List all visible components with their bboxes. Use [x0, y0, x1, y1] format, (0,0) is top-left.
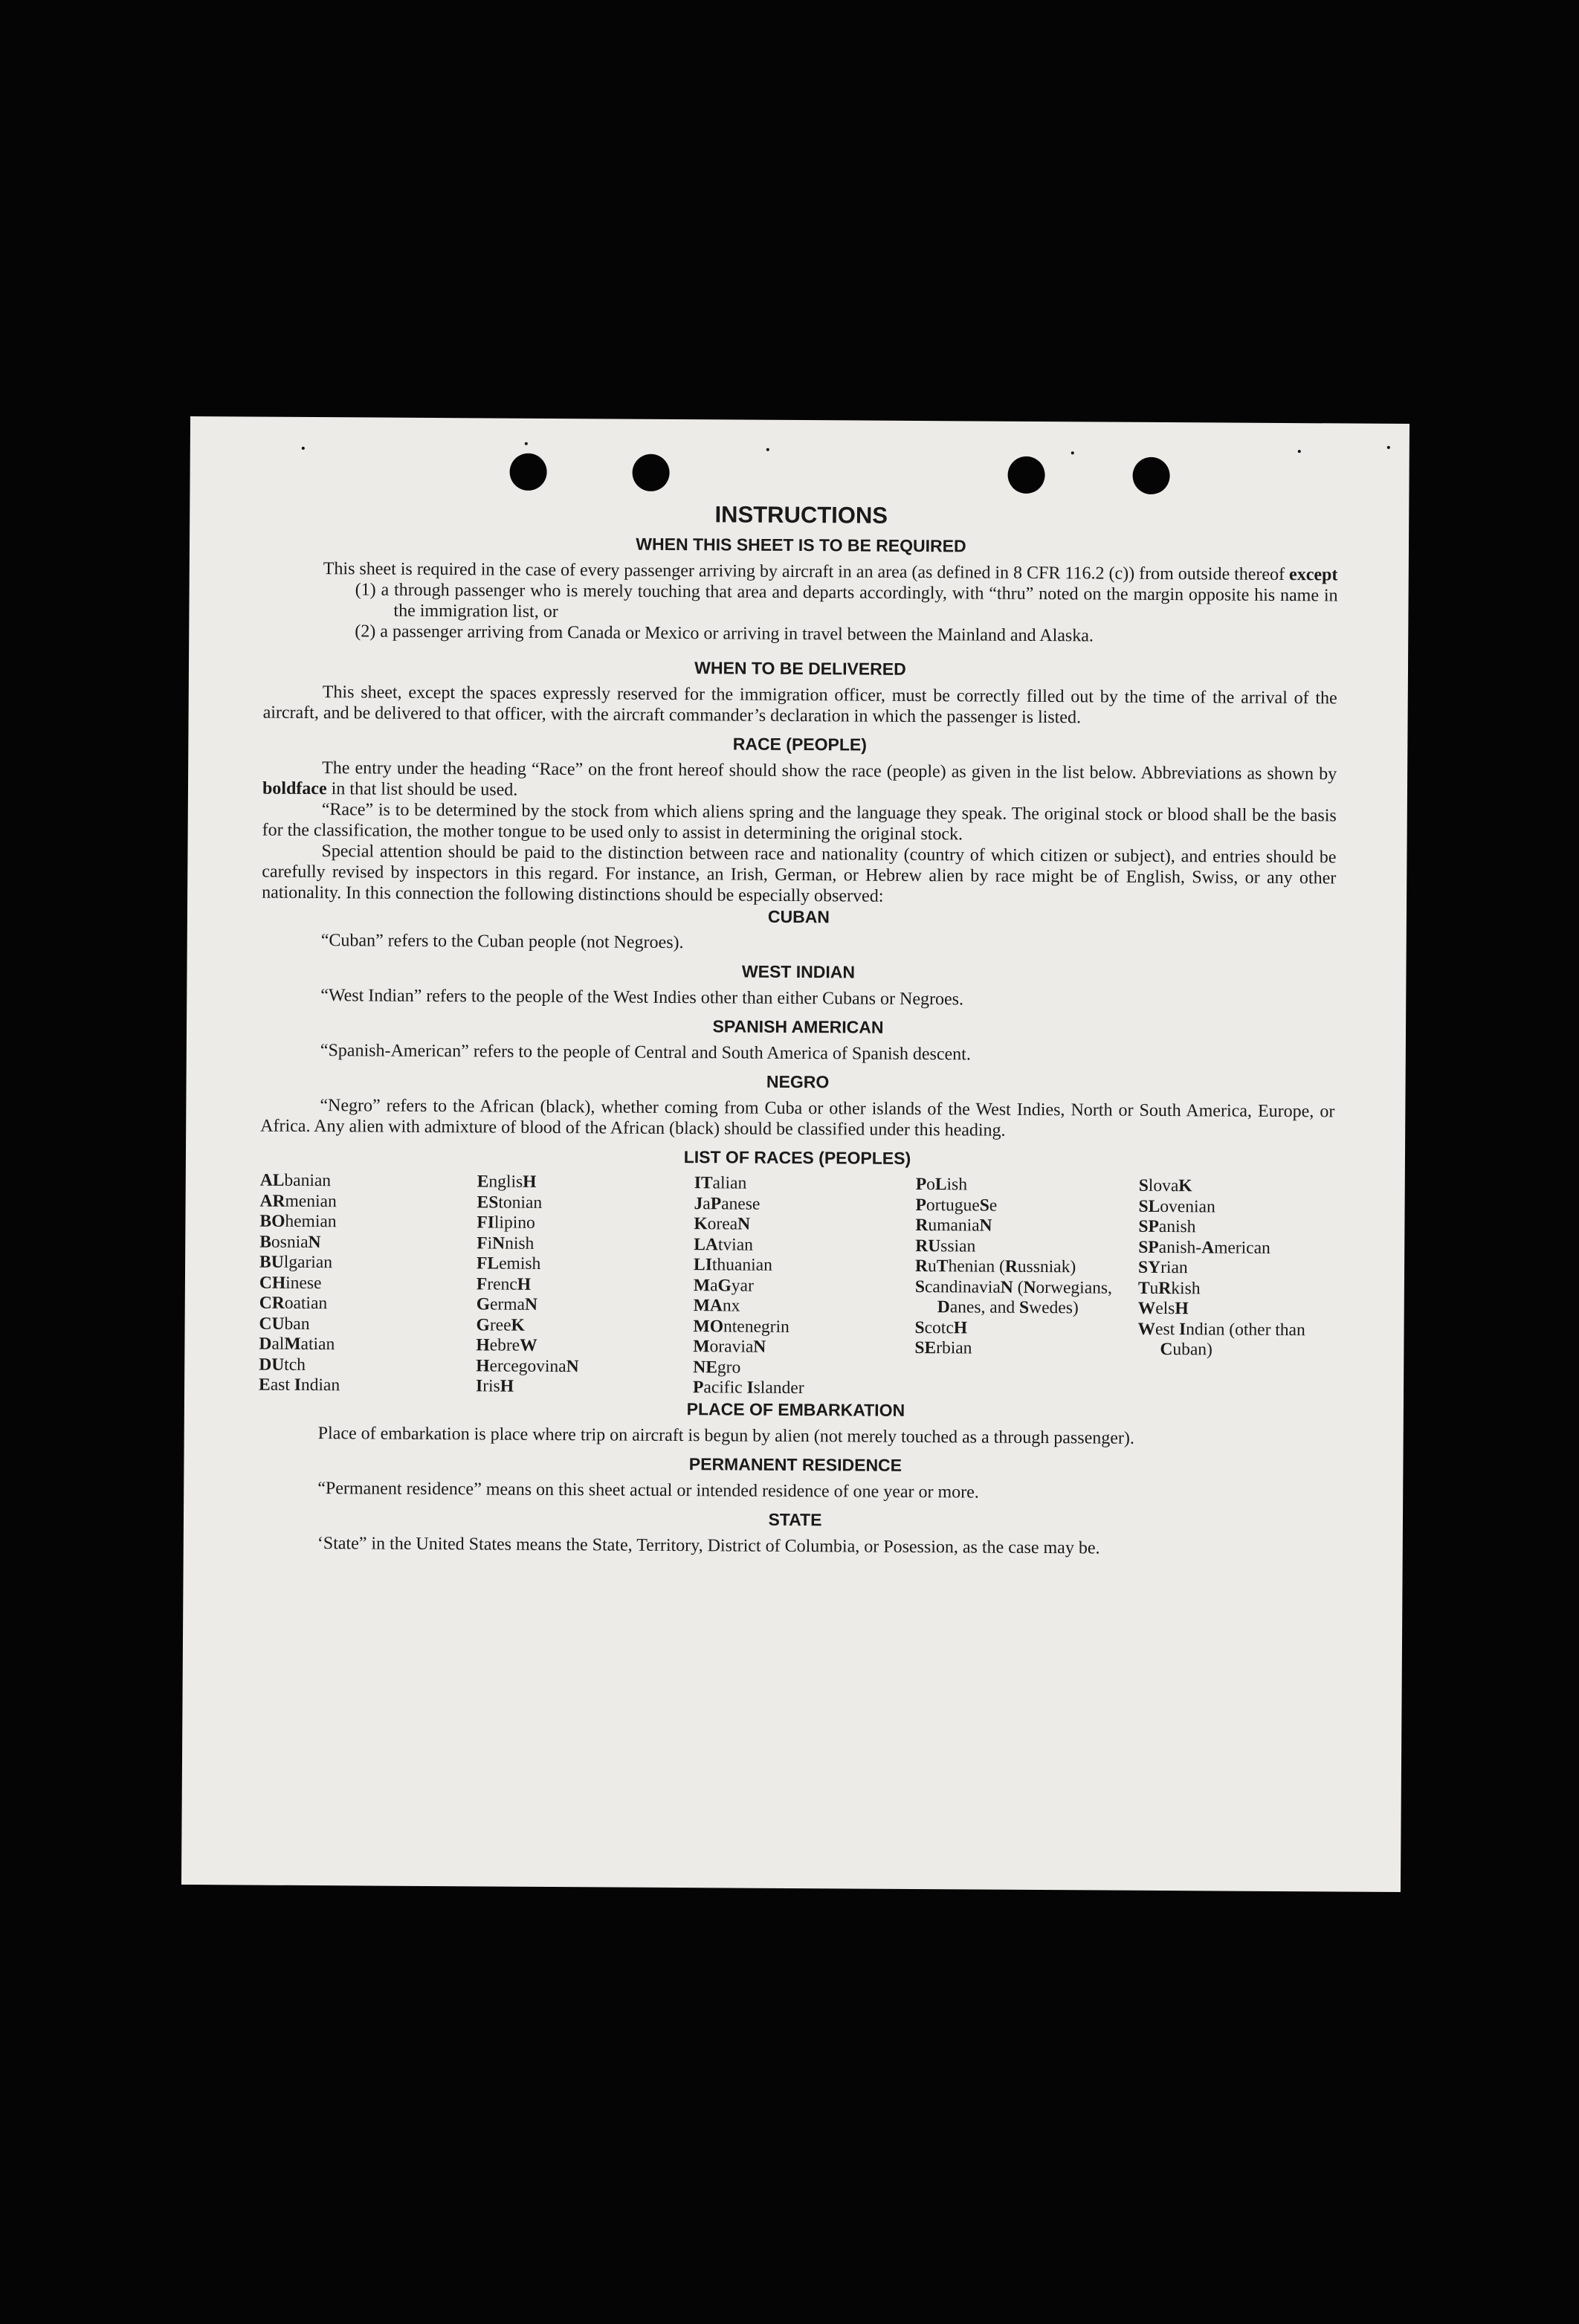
races-column-2	[476, 1172, 694, 1398]
race-entry: RuThenian (Russniak)	[915, 1256, 1076, 1277]
section-heading-cuban: CUBAN	[767, 906, 830, 927]
scan-speck	[1298, 450, 1301, 453]
race-entry: SPanish-American	[1138, 1237, 1270, 1258]
required-item-2: (2) a passenger arriving from Canada or Mexico or arriving in travel between the Mainland and Alaska.	[355, 622, 1094, 646]
race-entry: BUlgarian	[259, 1252, 333, 1273]
race-entry: GreeK	[476, 1314, 525, 1335]
section-heading-embarkation: PLACE OF EMBARKATION	[686, 1398, 905, 1420]
section-heading-delivered: WHEN TO BE DELIVERED	[694, 658, 906, 679]
race-entry: IrisH	[476, 1376, 514, 1396]
races-column-1	[259, 1171, 477, 1397]
race-entry: ALbanian	[259, 1170, 332, 1191]
race-entry: FrencH	[476, 1274, 532, 1294]
race-entry: RUssian	[915, 1236, 976, 1256]
race-entry: ScandinaviaN (Norwegians, Danes, and Swedes)	[914, 1276, 1113, 1318]
race-entry: SYrian	[1137, 1257, 1188, 1278]
races-column-4	[914, 1175, 1139, 1401]
race-entry: HercegovinaN	[476, 1355, 579, 1376]
race-entry: RumaniaN	[915, 1215, 992, 1236]
race-entry: GermaN	[476, 1294, 538, 1314]
race-entry: CUban	[259, 1314, 310, 1334]
race-entry: LAtvian	[694, 1234, 754, 1255]
race-paragraph-1: The entry under the heading “Race” on the front hereof should show the race (people) as given in the list below. Abbreviations as shown by boldface in that list should be used.	[262, 758, 1337, 800]
race-entry: JaPanese	[694, 1193, 761, 1214]
race-entry: MAnx	[693, 1296, 740, 1316]
section-heading-negro: NEGRO	[766, 1071, 830, 1092]
section-heading-required: WHEN THIS SHEET IS TO BE REQUIRED	[636, 534, 966, 556]
except-bold: except	[1289, 565, 1338, 585]
race-entry: FIlipino	[477, 1213, 535, 1233]
embarkation-text: Place of embarkation is place where trip on aircraft is begun by alien (not merely touched as a through passenger).	[317, 1423, 1135, 1448]
race-entry: ARmenian	[259, 1191, 337, 1211]
race-entry: FiNnish	[477, 1233, 535, 1253]
race-entry: DUtch	[259, 1355, 306, 1375]
race-entry: MOntenegrin	[693, 1316, 790, 1337]
race-paragraph-3: Special attention should be paid to the distinction between race and nationality (country of which citizen or subject), and entries should be carefully revised by inspectors in this regard. For instance, an Irish, German, or Hebrew alien by race might be of English, Swiss, or any other nationality. In this connection the following distinctions should be especially observed:	[262, 842, 1337, 906]
race-entry: TuRkish	[1137, 1278, 1201, 1298]
race-entry: BOhemian	[259, 1211, 337, 1232]
section-heading-races-list: LIST OF RACES (PEOPLES)	[683, 1147, 911, 1168]
scan-speck	[302, 447, 305, 450]
punch-hole-3	[1007, 456, 1044, 494]
race-entry: BosniaN	[259, 1232, 321, 1252]
race-entry: EnglisH	[477, 1172, 537, 1192]
boldface-word: boldface	[262, 778, 327, 799]
section-heading-west-indian: WEST INDIAN	[741, 961, 856, 982]
race-entry: PortugueSe	[915, 1195, 998, 1216]
section-heading-state: STATE	[768, 1509, 822, 1529]
state-text: ‘State” in the United States means the State, Territory, District of Columbia, or Posession, as the case may be.	[317, 1533, 1100, 1558]
race-entry: West Indian (other than Cuban)	[1137, 1319, 1305, 1360]
required-item-1: (1) a through passenger who is merely touching that area and departs accordingly, with “thru” noted on the margin opposite his name in the immigration list, or	[355, 580, 1338, 622]
races-column-3	[693, 1173, 916, 1399]
race-entry: Pacific Islander	[693, 1378, 804, 1398]
race-entry: MaGyar	[693, 1275, 754, 1296]
instructions-content	[258, 499, 1339, 1560]
race-entry: NEgro	[693, 1357, 741, 1378]
race-paragraph-2: “Race” is to be determined by the stock from which aliens spring and the language they speak. The original stock or blood shall be the basis for the classification, the mother tongue to be used only to assist in determining the original stock.	[262, 800, 1337, 845]
race-entry: SPanish	[1138, 1216, 1196, 1237]
race-entry: East Indian	[259, 1375, 340, 1395]
race-entry: CHinese	[259, 1273, 322, 1293]
punch-hole-2	[632, 454, 669, 491]
scan-speck	[1387, 446, 1390, 449]
spanish-american-text: “Spanish-American” refers to the people of Central and South America of Spanish descent.	[320, 1041, 971, 1065]
race-entry: MoraviaN	[693, 1337, 766, 1357]
scan-speck	[1071, 451, 1074, 454]
races-column-5	[1137, 1176, 1334, 1402]
race-entry: KoreaN	[694, 1214, 751, 1234]
scan-speck	[525, 442, 528, 445]
race-entry: SErbian	[914, 1337, 972, 1358]
race-entry: EStonian	[477, 1192, 543, 1213]
race-entry: CRoatian	[259, 1293, 328, 1314]
delivered-text: This sheet, except the spaces expressly reserved for the immigration officer, must be correctly filled out by the time of the arrival of the aircraft, and be delivered to that officer, with the aircraft commander’s declaration in which the passenger is listed.	[262, 682, 1337, 728]
races-list	[259, 1171, 1334, 1402]
cuban-text: “Cuban” refers to the Cuban people (not Negroes).	[320, 931, 684, 953]
race-entry: HebreW	[476, 1335, 537, 1355]
document-page	[181, 416, 1410, 1892]
section-heading-race: RACE (PEOPLE)	[732, 734, 868, 755]
section-heading-spanish-american: SPANISH AMERICAN	[712, 1016, 884, 1037]
race-entry: SlovaK	[1138, 1175, 1192, 1196]
race-entry: ITalian	[694, 1173, 747, 1193]
race-entry: ScotcH	[914, 1317, 968, 1337]
punch-hole-4	[1132, 457, 1169, 494]
required-intro: This sheet is required in the case of every passenger arriving by aircraft in an area (as defined in 8 CFR 116.2 (c)) from outside thereof except	[323, 559, 1338, 585]
scan-speck	[766, 448, 769, 451]
west-indian-text: “West Indian” refers to the people of the West Indies other than either Cubans or Negroes.	[320, 986, 964, 1010]
residence-text: “Permanent residence” means on this sheet actual or intended residence of one year or more.	[317, 1478, 979, 1502]
race-entry: DalMatian	[259, 1334, 335, 1355]
race-entry: SLovenian	[1138, 1196, 1215, 1216]
punch-hole-1	[509, 453, 546, 491]
negro-text: “Negro” refers to the African (black), whether coming from Cuba or other islands of the West Indies, North or South America, Europe, or Africa. Any alien with admixture of blood of the African (black) should be classified under this heading.	[260, 1096, 1335, 1140]
race-entry: FLemish	[477, 1253, 541, 1274]
race-entry: PoLish	[915, 1174, 968, 1195]
section-heading-residence: PERMANENT RESIDENCE	[688, 1453, 902, 1475]
page-title: INSTRUCTIONS	[714, 501, 888, 529]
race-entry: WelsH	[1137, 1298, 1189, 1319]
race-entry: LIthuanian	[694, 1255, 772, 1275]
